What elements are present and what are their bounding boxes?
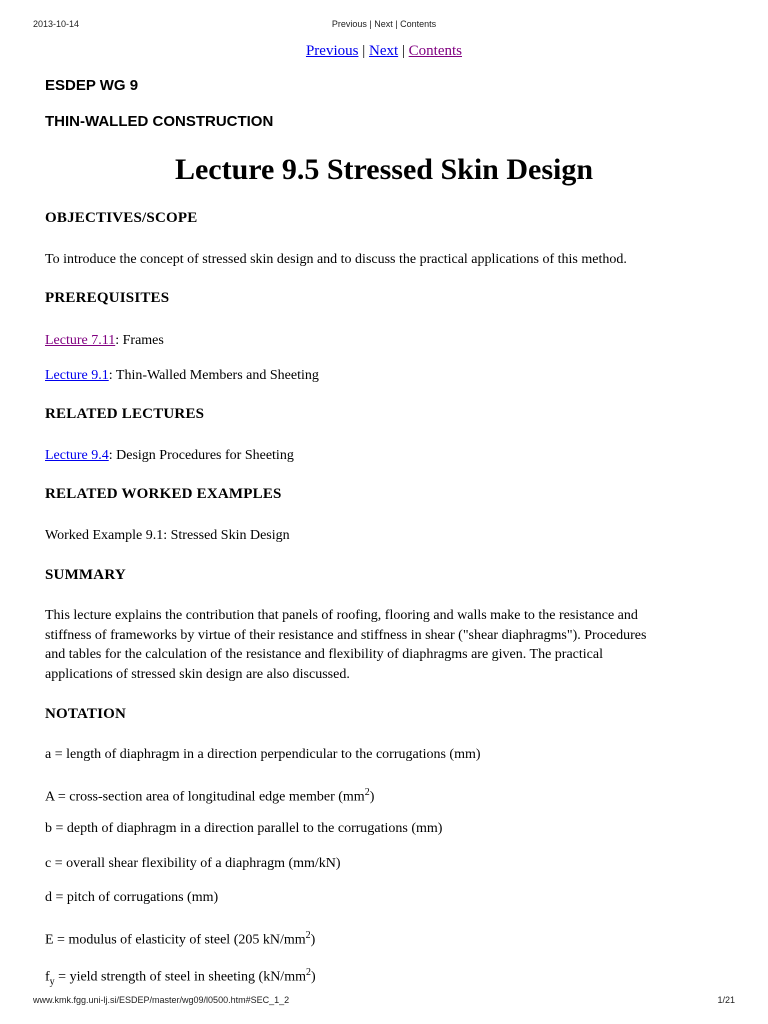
notation-heading: NOTATION — [45, 706, 127, 722]
prerequisites-heading: PREREQUISITES — [45, 290, 170, 306]
previous-link[interactable]: Previous — [305, 43, 359, 59]
superscript: 2 — [305, 967, 311, 978]
objectives-heading: OBJECTIVES/SCOPE — [45, 210, 198, 226]
notation-symbol: f — [45, 969, 50, 985]
related-lecture-item — [45, 446, 725, 466]
related-lectures-heading: RELATED LECTURES — [45, 406, 205, 422]
prerequisite-item — [45, 366, 725, 386]
org-heading: ESDEP WG 9 — [45, 77, 139, 94]
print-url: www.kmk.fgg.uni-lj.si/ESDEP/master/wg09/l0500.htm#SEC_1_2 — [33, 995, 290, 1005]
notation-E — [45, 926, 725, 950]
notation-b: b = depth of diaphragm in a direction parallel to the corrugations (mm) — [45, 821, 443, 836]
next-link[interactable]: Next — [368, 43, 399, 59]
related-example-text: Worked Example 9.1: Stressed Skin Design — [45, 528, 290, 543]
notation-text: A = cross-section area of longitudinal edge member (mm — [45, 789, 365, 805]
subscript: y — [49, 976, 55, 988]
summary-line: and tables for the calculation of the resistance and flexibility of diaphragms are given. The practical — [45, 647, 603, 662]
superscript: 2 — [364, 787, 370, 798]
lecture-7-11-link[interactable]: Lecture 7.11 — [45, 333, 116, 348]
summary-heading: SUMMARY — [45, 567, 126, 583]
prerequisite-item — [45, 331, 725, 351]
lecture-9-4-link[interactable]: Lecture 9.4 — [45, 448, 109, 463]
lecture-9-1-link[interactable]: Lecture 9.1 — [45, 368, 109, 383]
page-number: 1/21 — [717, 995, 735, 1005]
subject-heading: THIN-WALLED CONSTRUCTION — [45, 113, 274, 130]
related-lecture-text: : Design Procedures for Sheeting — [108, 448, 294, 463]
summary-line: stiffness of frameworks by virtue of their resistance and stiffness in shear ("shear diaphragms"). Procedures — [45, 627, 647, 643]
page-title: Lecture 9.5 Stressed Skin Design — [174, 153, 594, 186]
print-header — [0, 19, 768, 31]
notation-text: ) — [369, 789, 375, 805]
notation-text: ) — [310, 969, 316, 985]
prerequisite-text: : Frames — [115, 333, 164, 348]
print-date: 2013-10-14 — [33, 19, 80, 29]
notation-text: E = modulus of elasticity of steel (205 kN/mm — [45, 932, 306, 948]
notation-c: c = overall shear flexibility of a diaphragm (mm/kN) — [45, 856, 341, 871]
summary-line: This lecture explains the contribution that panels of roofing, flooring and walls make to the resistance and — [45, 608, 638, 623]
summary-paragraph — [45, 606, 725, 684]
notation-text: ) — [310, 932, 316, 948]
notation-fy — [45, 963, 725, 992]
objectives-text: To introduce the concept of stressed skin design and to discuss the practical applications of this method. — [45, 252, 627, 267]
print-header-nav: Previous | Next | Contents — [331, 19, 437, 29]
notation-text: = yield strength of steel in sheeting (kN/mm — [54, 969, 306, 985]
prerequisite-text: : Thin-Walled Members and Sheeting — [108, 368, 319, 383]
nav-separator: | — [362, 43, 366, 59]
notation-d: d = pitch of corrugations (mm) — [45, 890, 219, 905]
nav-separator: | — [401, 43, 405, 59]
notation-a: a = length of diaphragm in a direction perpendicular to the corrugations (mm) — [45, 747, 481, 762]
notation-A — [45, 783, 725, 807]
contents-link[interactable]: Contents — [408, 43, 463, 59]
superscript: 2 — [305, 930, 311, 941]
print-footer — [0, 995, 768, 1007]
related-examples-heading: RELATED WORKED EXAMPLES — [45, 486, 282, 502]
summary-line: applications of stressed skin design are also discussed. — [45, 666, 350, 682]
top-nav — [0, 43, 768, 60]
